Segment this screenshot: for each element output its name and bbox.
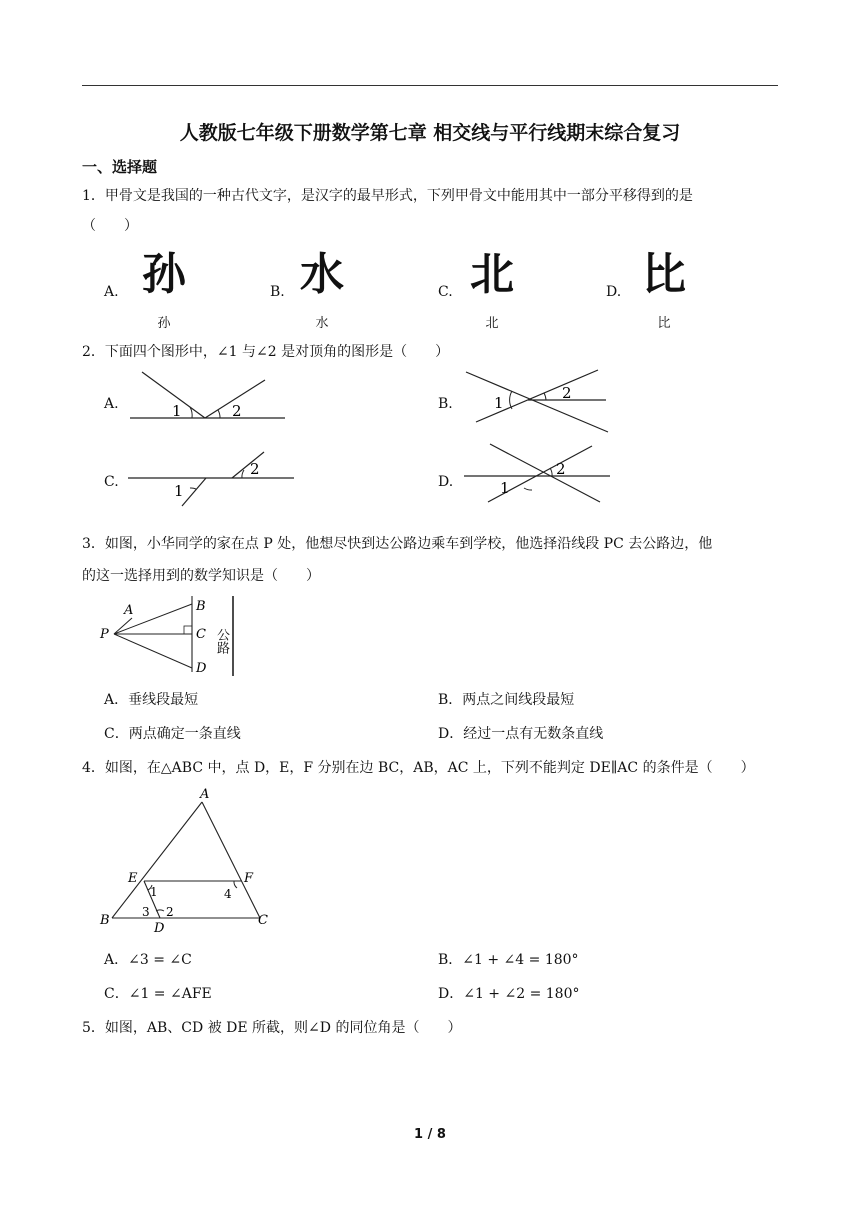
question-1-text: 1．甲骨文是我国的一种古代文字，是汉字的最早形式，下列甲骨文中能用其中一部分平移得到的是 [82,188,693,204]
q3-option-b: B．两点之间线段最短 [438,692,575,708]
q4-point-f: F [244,871,254,886]
page-number: 1 / 8 [414,1127,446,1142]
q4-point-c: C [258,913,268,928]
q3-point-d: D [196,661,207,676]
header-rule [82,85,778,86]
q4-angle-4: 4 [224,887,232,901]
q3-point-c: C [196,627,206,642]
q2-figure-a [120,366,290,426]
q2-option-b-label: B. [438,396,453,412]
q3-option-d: D．经过一点有无数条直线 [438,726,604,742]
q1-option-b-label: B. [270,284,285,300]
q2c-angle-2-label: 2 [250,460,260,478]
q4-angle-1: 1 [150,885,158,899]
q2d-angle-1-label: 1 [500,479,510,497]
q2c-angle-1-label: 1 [174,482,184,500]
q4-angle-3: 3 [142,905,150,919]
q2a-angle-2-label: 2 [232,402,242,420]
q3-road-label: 公路 [214,628,229,654]
q2-option-a-label: A. [104,396,119,412]
q1-option-b-oracle-glyph: 水 [300,249,344,300]
q2b-angle-2-label: 2 [562,384,572,402]
q4-option-d: D．∠1 + ∠2 = 180° [438,986,580,1002]
q1-option-a-oracle-glyph: 孙 [142,249,186,300]
q1-option-c-oracle-glyph: 北 [470,249,514,300]
q2d-angle-2-label: 2 [556,460,566,478]
q3-option-a: A．垂线段最短 [104,692,199,708]
q1-option-a-caption: 孙 [157,316,171,331]
q1-option-d-caption: 比 [657,316,671,331]
q3-point-b: B [196,599,206,614]
question-2-text: 2．下面四个图形中，∠1 与∠2 是对顶角的图形是（ ） [82,344,450,360]
q4-angle-2: 2 [166,905,174,919]
q2-option-d-label: D. [438,474,454,490]
q1-option-a-label: A. [104,284,119,300]
question-3-text-line2: 的这一选择用到的数学知识是（ ） [82,568,320,584]
q3-point-p: P [100,627,109,642]
section-heading: 一、选择题 [82,158,158,176]
q1-option-d-oracle-glyph: 比 [642,249,686,300]
q3-option-c: C．两点确定一条直线 [104,726,241,742]
q2-figure-b [458,366,618,436]
page-title: 人教版七年级下册数学第七章 相交线与平行线期末综合复习 [179,122,681,144]
q2-option-c-label: C. [104,474,119,490]
q4-point-d: D [154,921,165,936]
question-4-text: 4．如图，在△ABC 中，点 D，E，F 分别在边 BC，AB，AC 上，下列不能判定 DE∥AC 的条件是（ ） [82,760,755,776]
q2a-angle-1-label: 1 [172,402,182,420]
q1-option-c-caption: 北 [485,316,499,331]
q1-option-d-label: D. [606,284,622,300]
q1-option-c-label: C. [438,284,453,300]
question-1-bracket: （ ） [82,218,138,234]
q4-option-c: C．∠1 = ∠AFE [104,986,212,1002]
q4-point-a: A [200,787,210,802]
q4-option-a: A．∠3 = ∠C [104,952,192,968]
q4-triangle-figure [96,786,276,936]
q2-figure-d [460,440,620,506]
q3-point-a: A [124,603,134,618]
question-3-text: 3．如图，小华同学的家在点 P 处，他想尽快到达公路边乘车到学校，他选择沿线段 PC 去公路边，他 [82,536,713,552]
q4-point-e: E [128,871,138,886]
q4-point-b: B [100,913,110,928]
q2-figure-c [124,448,299,510]
q4-option-b: B．∠1 + ∠4 = 180° [438,952,579,968]
q2b-angle-1-label: 1 [494,394,504,412]
q1-option-b-caption: 水 [315,316,329,331]
question-5-text: 5．如图，AB、CD 被 DE 所截，则∠D 的同位角是（ ） [82,1020,462,1036]
